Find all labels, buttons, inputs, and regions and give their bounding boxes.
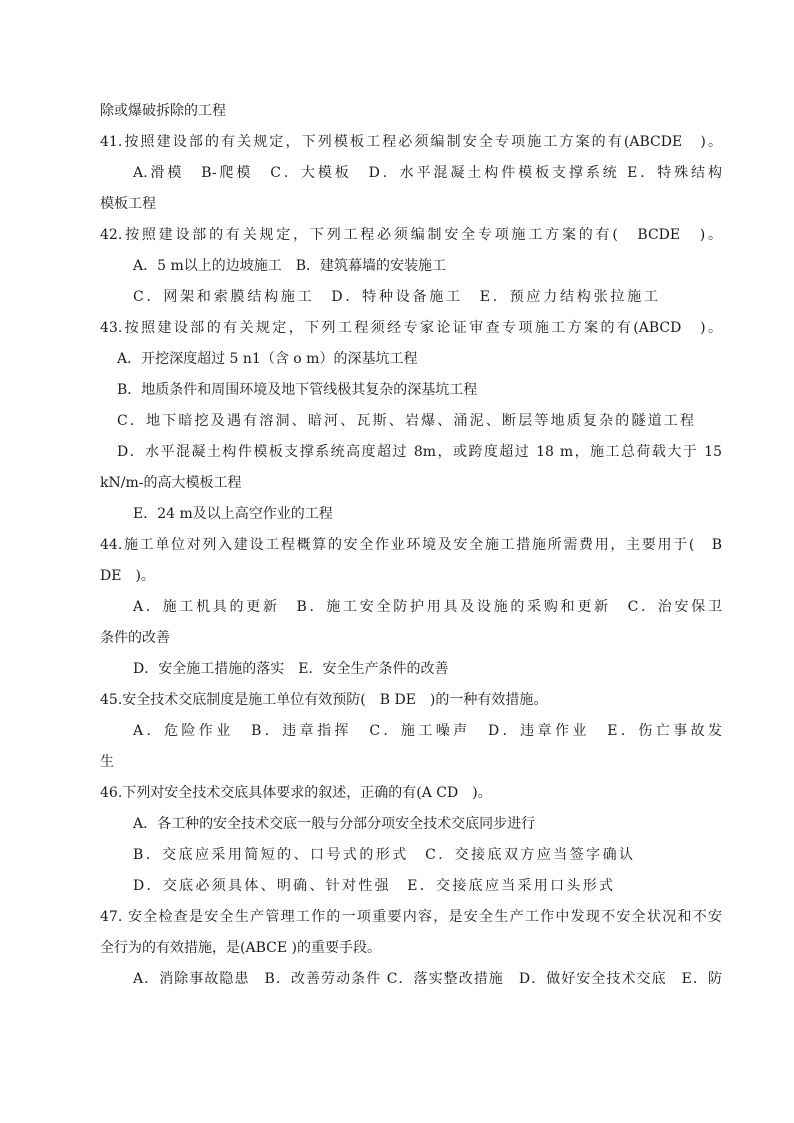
text-line: DE )。 xyxy=(100,568,155,584)
text-line: 条件的改善 xyxy=(100,630,170,646)
options-45: A．危险作业 B．违章指挥 C．施工噪声 D．违章作业 E．伤亡事故发 xyxy=(133,723,722,739)
options-46-bc: B．交底应采用简短的、口号式的形式 C．交接底双方应当签字确认 xyxy=(133,847,633,863)
text-line: 除或爆破拆除的工程 xyxy=(100,103,226,119)
option-46-a: A．各工种的安全技术交底一般与分部分项安全技术交底同步进行 xyxy=(133,816,536,832)
text-line: 全行为的有效措施，是(ABCE )的重要手段。 xyxy=(100,940,381,956)
option-43-a: A．开挖深度超过 5 n1（含 o m）的深基坑工程 xyxy=(117,351,418,367)
question-43: 43.按照建设部的有关规定，下列工程须经专家论证审查专项施工方案的有(ABCD )。 xyxy=(100,320,722,336)
options-44-b: D．安全施工措施的落实 E．安全生产条件的改善 xyxy=(133,661,449,677)
option-43-c: C．地下暗挖及遇有溶洞、暗河、瓦斯、岩爆、涌泥、断层等地质复杂的隧道工程 xyxy=(117,413,694,429)
text-line: 生 xyxy=(100,754,114,770)
options-41: A.滑模 B-爬模 C．大模板 D．水平混凝土构件模板支撑系统 E．特殊结构 xyxy=(133,165,722,181)
options-42-b: C．网架和索膜结构施工 D．特种设备施工 E．预应力结构张拉施工 xyxy=(133,289,658,305)
question-44: 44.施工单位对列入建设工程概算的安全作业环境及安全施工措施所需费用，主要用于( B xyxy=(100,537,722,553)
question-42: 42.按照建设部的有关规定，下列工程必须编制安全专项施工方案的有( BCDE )。 xyxy=(100,227,722,243)
options-47: A．消除事故隐患 B．改善劳动条件 C．落实整改措施 D．做好安全技术交底 E．防 xyxy=(133,971,722,987)
options-42-a: A．5 m以上的边坡施工 B．建筑幕墙的安装施工 xyxy=(133,258,447,274)
text-line: kN/m-的高大模板工程 xyxy=(100,475,242,491)
options-44: A．施工机具的更新 B．施工安全防护用具及设施的采购和更新 C．治安保卫 xyxy=(133,599,722,615)
question-45: 45.安全技术交底制度是施工单位有效预防( B DE )的一种有效措施。 xyxy=(100,692,548,708)
options-46-de: D．交底必须具体、明确、针对性强 E．交接底应当采用口头形式 xyxy=(133,878,613,894)
question-41: 41.按照建设部的有关规定，下列模板工程必须编制安全专项施工方案的有(ABCDE )。 xyxy=(100,134,722,150)
text-line: 模板工程 xyxy=(100,196,156,212)
option-43-b: B．地质条件和周围环境及地下管线极其复杂的深基坑工程 xyxy=(117,382,478,398)
option-43-e: E．24 m及以上高空作业的工程 xyxy=(133,506,333,522)
question-46: 46.下列对安全技术交底具体要求的叙述，正确的有(A CD )。 xyxy=(100,785,492,801)
question-47: 47. 安全检查是安全生产管理工作的一项重要内容，是安全生产工作中发现不安全状况和不安 xyxy=(100,909,722,925)
option-43-d: D．水平混凝土构件模板支撑系统高度超过 8m，或跨度超过 18 m，施工总荷载大于 15 xyxy=(117,444,722,460)
